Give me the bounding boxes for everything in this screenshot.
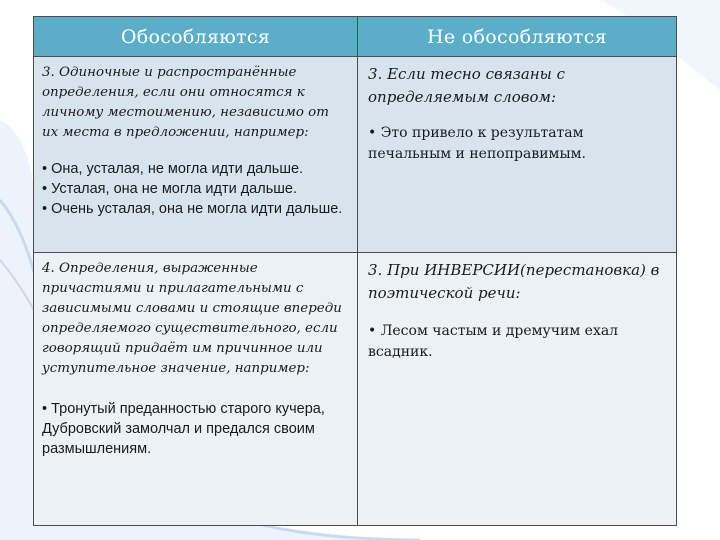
example-item: • Тронутый преданностью старого кучера, Дубровский замолчал и предался своим размышлениям. [42,401,325,457]
row1-right-cell [358,57,676,253]
example-item: • Лесом частым и дремучим ехал всадник. [368,323,619,360]
header-label: Обособляются [120,25,271,48]
example-item: • Это привело к результатам печальным и непоправимым. [368,125,586,162]
row2-right-cell [358,253,676,525]
example-item: • Очень усталая, она не могла идти дальше. [42,201,343,217]
header-cell-isolated [34,17,358,57]
example-item: • Она, усталая, не могла идти дальше. [42,161,304,177]
example-list [42,159,349,219]
row1-left-cell [34,57,358,253]
example-list [368,123,668,165]
rule-text: 4. Определения, выраженные причастиями и прилагательными с зависимыми словами и стоящие впереди определяемого существительного, если говорящий придаёт им причинное или уступительное значение, например: [42,261,342,376]
rule-text: 3. Одиночные и распространённые определения, если они относятся к личному местоимению, независимо от их места в предложении, например: [42,65,329,140]
header-label: Не обособляются [427,25,607,48]
example-list [368,321,668,363]
rule-text: 3. Если тесно связаны с определяемым словом: [368,65,566,106]
rule-text: 3. При ИНВЕРСИИ(перестановка) в поэтической речи: [368,261,660,302]
example-list [42,399,349,459]
comparison-table [33,16,677,526]
row2-left-cell [34,253,358,525]
header-cell-not-isolated [358,17,676,57]
example-item: • Усталая, она не могла идти дальше. [42,181,297,197]
